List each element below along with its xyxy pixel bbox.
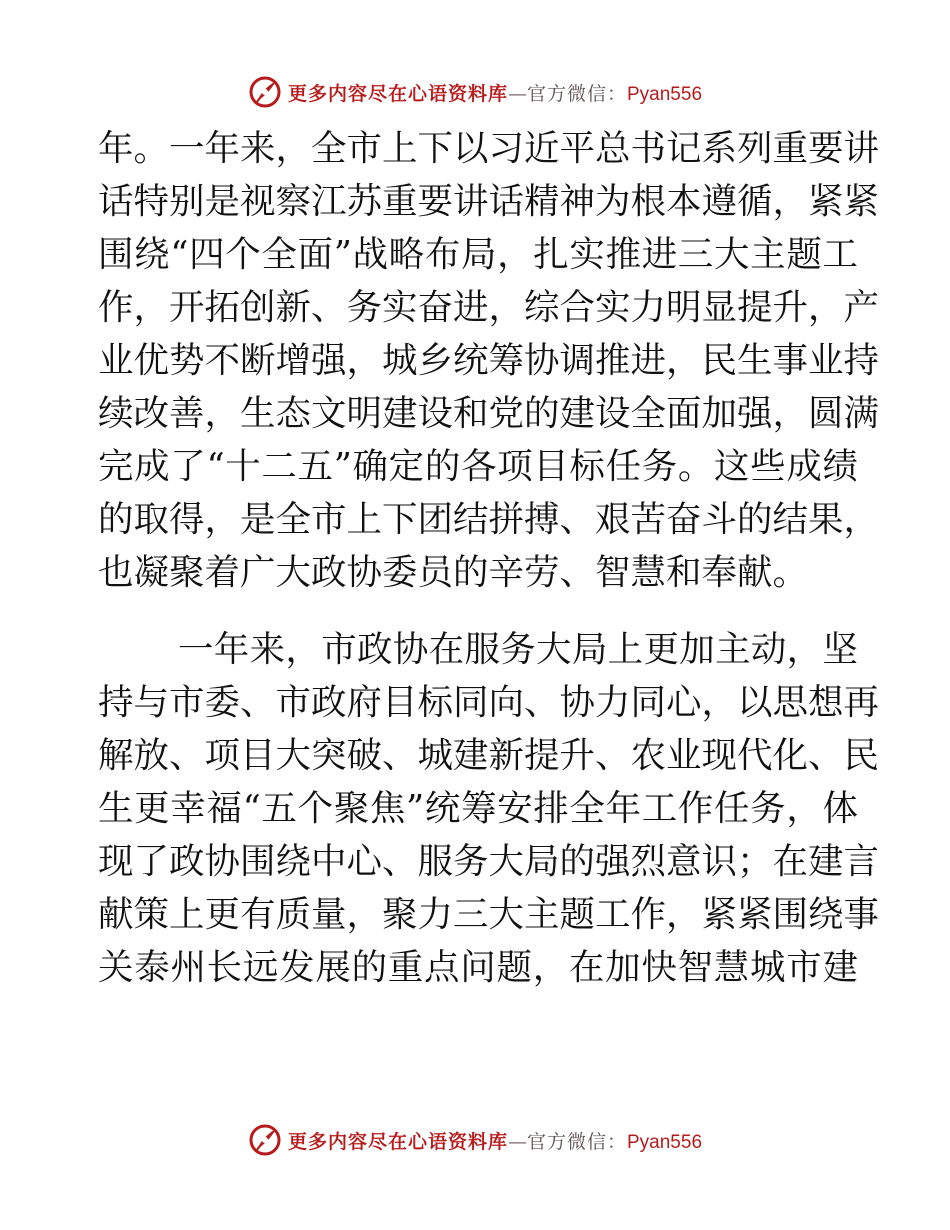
text-line: 解放、项目大突破、城建新提升、农业现代化、民 — [98, 735, 880, 776]
watermark-separator: — — [507, 82, 527, 105]
footer-watermark — [0, 1120, 950, 1160]
text-line: 话特别是视察江苏重要讲话精神为根本遵循，紧紧 — [98, 181, 880, 222]
paragraph-spacer — [98, 599, 858, 623]
text-line: 的取得，是全市上下团结拼搏、艰苦奋斗的结果， — [98, 499, 880, 540]
quill-pen-logo-icon — [248, 1123, 282, 1157]
text-line: 生更幸福“五个聚焦”统筹安排全年工作任务，体 — [98, 788, 858, 829]
text-line: 围绕“四个全面”战略布局，扎实推进三大主题工 — [98, 234, 858, 275]
watermark-main-text: 更多内容尽在心语资料库 — [287, 1130, 508, 1153]
paragraph-2 — [98, 623, 880, 994]
header-watermark — [0, 72, 950, 112]
text-line: 也凝聚着广大政协委员的辛劳、智慧和奉献。 — [98, 552, 809, 593]
footer-watermark-text — [288, 1127, 702, 1154]
text-line: 献策上更有质量，聚力三大主题工作，紧紧围绕事 — [98, 894, 880, 935]
text-line: 年。一年来，全市上下以习近平总书记系列重要讲 — [98, 128, 880, 169]
watermark-wechat-id: Pyan556 — [627, 83, 703, 105]
paragraph-1 — [98, 122, 880, 599]
watermark-separator: — — [507, 1130, 527, 1153]
header-watermark-text — [288, 79, 702, 106]
text-line: 关泰州长远发展的重点问题，在加快智慧城市建 — [98, 947, 858, 988]
text-line: 现了政协围绕中心、服务大局的强烈意识；在建言 — [98, 841, 880, 882]
text-line: 一年来，市政协在服务大局上更加主动，坚 — [178, 629, 858, 670]
watermark-wechat-label: 官方微信： — [526, 82, 627, 105]
text-line: 作，开拓创新、务实奋进，综合实力明显提升，产 — [98, 287, 880, 328]
watermark-wechat-id: Pyan556 — [627, 1131, 703, 1153]
text-line: 完成了“十二五”确定的各项目标任务。这些成绩 — [98, 446, 858, 487]
document-body — [98, 122, 880, 994]
text-line: 续改善，生态文明建设和党的建设全面加强，圆满 — [98, 393, 880, 434]
quill-pen-logo-icon — [248, 75, 282, 109]
watermark-main-text: 更多内容尽在心语资料库 — [287, 82, 508, 105]
text-line: 业优势不断增强，城乡统筹协调推进，民生事业持 — [98, 340, 880, 381]
watermark-wechat-label: 官方微信： — [526, 1130, 627, 1153]
text-line: 持与市委、市政府目标同向、协力同心，以思想再 — [98, 682, 880, 723]
